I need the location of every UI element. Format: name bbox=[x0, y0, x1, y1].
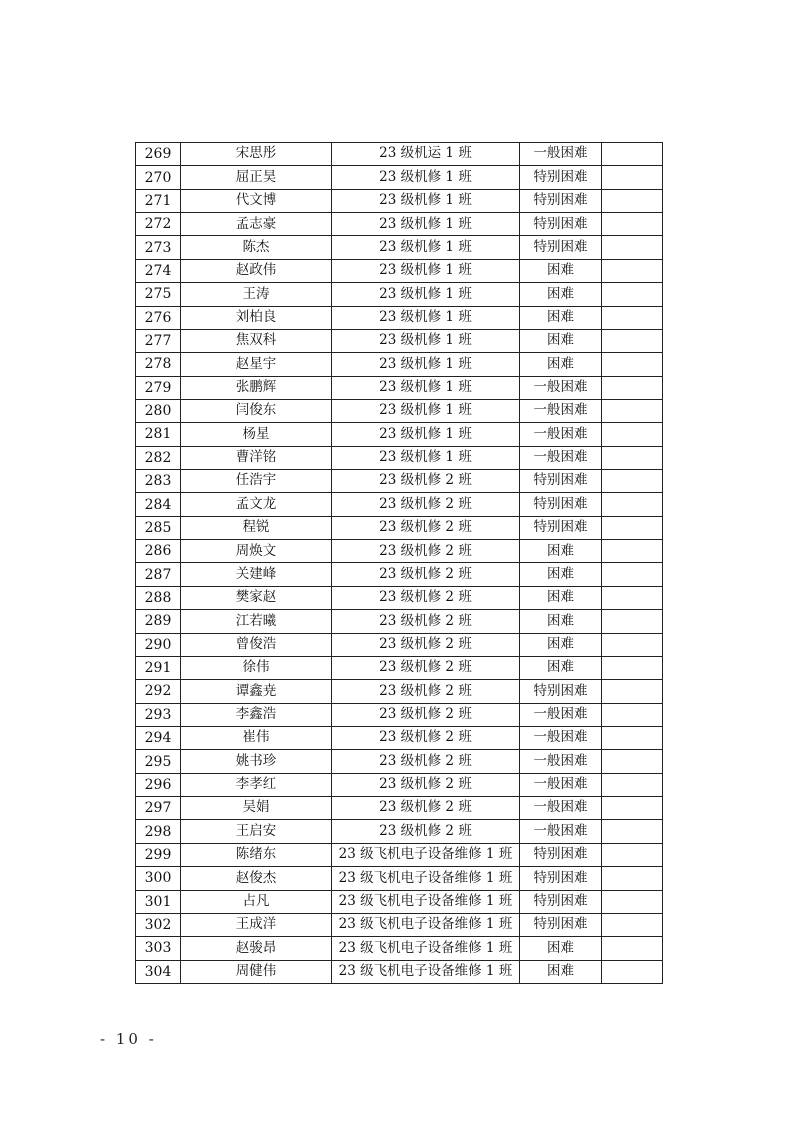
name-cell: 刘柏良 bbox=[181, 306, 332, 329]
difficulty-level-cell: 困难 bbox=[520, 259, 602, 282]
serial-number-cell: 277 bbox=[136, 329, 181, 352]
note-cell bbox=[602, 516, 663, 539]
note-cell bbox=[602, 937, 663, 960]
class-cell: 23 级飞机电子设备维修 1 班 bbox=[332, 867, 520, 890]
serial-number-cell: 295 bbox=[136, 750, 181, 773]
name-cell: 徐伟 bbox=[181, 656, 332, 679]
difficulty-level-cell: 特别困难 bbox=[520, 843, 602, 866]
name-cell: 樊家赵 bbox=[181, 586, 332, 609]
name-cell: 张鹏辉 bbox=[181, 376, 332, 399]
table-row bbox=[136, 867, 663, 890]
class-cell: 23 级机修 2 班 bbox=[332, 540, 520, 563]
serial-number-cell: 287 bbox=[136, 563, 181, 586]
table-row bbox=[136, 843, 663, 866]
serial-number-cell: 300 bbox=[136, 867, 181, 890]
note-cell bbox=[602, 329, 663, 352]
table-row bbox=[136, 563, 663, 586]
name-cell: 周焕文 bbox=[181, 540, 332, 563]
class-cell: 23 级机修 2 班 bbox=[332, 656, 520, 679]
note-cell bbox=[602, 843, 663, 866]
serial-number-cell: 292 bbox=[136, 680, 181, 703]
serial-number-cell: 303 bbox=[136, 937, 181, 960]
note-cell bbox=[602, 470, 663, 493]
name-cell: 李孝红 bbox=[181, 773, 332, 796]
note-cell bbox=[602, 423, 663, 446]
table-row bbox=[136, 516, 663, 539]
class-cell: 23 级机修 1 班 bbox=[332, 376, 520, 399]
class-cell: 23 级机修 2 班 bbox=[332, 586, 520, 609]
serial-number-cell: 273 bbox=[136, 236, 181, 259]
class-cell: 23 级机修 2 班 bbox=[332, 726, 520, 749]
difficulty-level-cell: 困难 bbox=[520, 540, 602, 563]
note-cell bbox=[602, 166, 663, 189]
student-roster-body bbox=[136, 143, 663, 984]
class-cell: 23 级机修 2 班 bbox=[332, 680, 520, 703]
name-cell: 占凡 bbox=[181, 890, 332, 913]
note-cell bbox=[602, 143, 663, 166]
name-cell: 屈正昊 bbox=[181, 166, 332, 189]
serial-number-cell: 272 bbox=[136, 213, 181, 236]
serial-number-cell: 276 bbox=[136, 306, 181, 329]
name-cell: 孟文龙 bbox=[181, 493, 332, 516]
serial-number-cell: 290 bbox=[136, 633, 181, 656]
difficulty-level-cell: 困难 bbox=[520, 633, 602, 656]
class-cell: 23 级飞机电子设备维修 1 班 bbox=[332, 890, 520, 913]
difficulty-level-cell: 一般困难 bbox=[520, 376, 602, 399]
note-cell bbox=[602, 960, 663, 983]
class-cell: 23 级机修 1 班 bbox=[332, 283, 520, 306]
name-cell: 赵骏昂 bbox=[181, 937, 332, 960]
class-cell: 23 级机修 1 班 bbox=[332, 213, 520, 236]
class-cell: 23 级机修 2 班 bbox=[332, 703, 520, 726]
table-row bbox=[136, 143, 663, 166]
serial-number-cell: 271 bbox=[136, 189, 181, 212]
name-cell: 陈绪东 bbox=[181, 843, 332, 866]
name-cell: 孟志豪 bbox=[181, 213, 332, 236]
difficulty-level-cell: 困难 bbox=[520, 353, 602, 376]
serial-number-cell: 279 bbox=[136, 376, 181, 399]
name-cell: 程锐 bbox=[181, 516, 332, 539]
difficulty-level-cell: 一般困难 bbox=[520, 143, 602, 166]
class-cell: 23 级机修 1 班 bbox=[332, 446, 520, 469]
class-cell: 23 级机修 2 班 bbox=[332, 750, 520, 773]
table-row bbox=[136, 213, 663, 236]
student-roster-table bbox=[135, 142, 663, 984]
difficulty-level-cell: 一般困难 bbox=[520, 820, 602, 843]
table-row bbox=[136, 283, 663, 306]
name-cell: 任浩宇 bbox=[181, 470, 332, 493]
name-cell: 曹洋铭 bbox=[181, 446, 332, 469]
serial-number-cell: 297 bbox=[136, 797, 181, 820]
name-cell: 闫俊东 bbox=[181, 399, 332, 422]
difficulty-level-cell: 一般困难 bbox=[520, 750, 602, 773]
note-cell bbox=[602, 446, 663, 469]
table-row bbox=[136, 446, 663, 469]
difficulty-level-cell: 困难 bbox=[520, 960, 602, 983]
difficulty-level-cell: 困难 bbox=[520, 656, 602, 679]
class-cell: 23 级飞机电子设备维修 1 班 bbox=[332, 843, 520, 866]
class-cell: 23 级机修 1 班 bbox=[332, 236, 520, 259]
difficulty-level-cell: 特别困难 bbox=[520, 236, 602, 259]
serial-number-cell: 278 bbox=[136, 353, 181, 376]
class-cell: 23 级机修 2 班 bbox=[332, 563, 520, 586]
table-row bbox=[136, 259, 663, 282]
note-cell bbox=[602, 890, 663, 913]
note-cell bbox=[602, 773, 663, 796]
table-row bbox=[136, 797, 663, 820]
difficulty-level-cell: 一般困难 bbox=[520, 423, 602, 446]
note-cell bbox=[602, 633, 663, 656]
table-row bbox=[136, 353, 663, 376]
difficulty-level-cell: 一般困难 bbox=[520, 797, 602, 820]
note-cell bbox=[602, 913, 663, 936]
serial-number-cell: 296 bbox=[136, 773, 181, 796]
name-cell: 陈杰 bbox=[181, 236, 332, 259]
difficulty-level-cell: 困难 bbox=[520, 329, 602, 352]
class-cell: 23 级机修 1 班 bbox=[332, 353, 520, 376]
difficulty-level-cell: 特别困难 bbox=[520, 189, 602, 212]
difficulty-level-cell: 困难 bbox=[520, 586, 602, 609]
difficulty-level-cell: 一般困难 bbox=[520, 703, 602, 726]
note-cell bbox=[602, 680, 663, 703]
table-row bbox=[136, 586, 663, 609]
table-row bbox=[136, 399, 663, 422]
name-cell: 赵政伟 bbox=[181, 259, 332, 282]
table-row bbox=[136, 820, 663, 843]
note-cell bbox=[602, 353, 663, 376]
difficulty-level-cell: 特别困难 bbox=[520, 166, 602, 189]
table-row bbox=[136, 189, 663, 212]
note-cell bbox=[602, 236, 663, 259]
name-cell: 江若曦 bbox=[181, 610, 332, 633]
serial-number-cell: 281 bbox=[136, 423, 181, 446]
table-row bbox=[136, 306, 663, 329]
difficulty-level-cell: 一般困难 bbox=[520, 726, 602, 749]
difficulty-level-cell: 一般困难 bbox=[520, 399, 602, 422]
note-cell bbox=[602, 493, 663, 516]
table-row bbox=[136, 890, 663, 913]
serial-number-cell: 274 bbox=[136, 259, 181, 282]
note-cell bbox=[602, 610, 663, 633]
name-cell: 代文博 bbox=[181, 189, 332, 212]
note-cell bbox=[602, 563, 663, 586]
table-row bbox=[136, 470, 663, 493]
note-cell bbox=[602, 283, 663, 306]
note-cell bbox=[602, 867, 663, 890]
name-cell: 赵星宇 bbox=[181, 353, 332, 376]
class-cell: 23 级机修 1 班 bbox=[332, 189, 520, 212]
name-cell: 姚书珍 bbox=[181, 750, 332, 773]
table-row bbox=[136, 750, 663, 773]
difficulty-level-cell: 一般困难 bbox=[520, 773, 602, 796]
class-cell: 23 级机修 1 班 bbox=[332, 329, 520, 352]
name-cell: 李鑫浩 bbox=[181, 703, 332, 726]
table-row bbox=[136, 610, 663, 633]
table-row bbox=[136, 376, 663, 399]
note-cell bbox=[602, 376, 663, 399]
table-row bbox=[136, 540, 663, 563]
name-cell: 谭鑫尭 bbox=[181, 680, 332, 703]
page-number: - 10 - bbox=[100, 1030, 157, 1048]
difficulty-level-cell: 特别困难 bbox=[520, 867, 602, 890]
note-cell bbox=[602, 259, 663, 282]
name-cell: 吴娟 bbox=[181, 797, 332, 820]
table-row bbox=[136, 726, 663, 749]
name-cell: 王成洋 bbox=[181, 913, 332, 936]
serial-number-cell: 293 bbox=[136, 703, 181, 726]
note-cell bbox=[602, 750, 663, 773]
serial-number-cell: 280 bbox=[136, 399, 181, 422]
table-row bbox=[136, 656, 663, 679]
table-row bbox=[136, 329, 663, 352]
name-cell: 宋思彤 bbox=[181, 143, 332, 166]
table-row bbox=[136, 937, 663, 960]
class-cell: 23 级机修 2 班 bbox=[332, 773, 520, 796]
difficulty-level-cell: 困难 bbox=[520, 610, 602, 633]
difficulty-level-cell: 特别困难 bbox=[520, 680, 602, 703]
note-cell bbox=[602, 726, 663, 749]
class-cell: 23 级机修 2 班 bbox=[332, 633, 520, 656]
name-cell: 杨星 bbox=[181, 423, 332, 446]
serial-number-cell: 288 bbox=[136, 586, 181, 609]
serial-number-cell: 302 bbox=[136, 913, 181, 936]
serial-number-cell: 282 bbox=[136, 446, 181, 469]
class-cell: 23 级机修 1 班 bbox=[332, 259, 520, 282]
note-cell bbox=[602, 656, 663, 679]
class-cell: 23 级机修 1 班 bbox=[332, 423, 520, 446]
serial-number-cell: 275 bbox=[136, 283, 181, 306]
serial-number-cell: 304 bbox=[136, 960, 181, 983]
class-cell: 23 级飞机电子设备维修 1 班 bbox=[332, 960, 520, 983]
class-cell: 23 级机修 2 班 bbox=[332, 470, 520, 493]
difficulty-level-cell: 特别困难 bbox=[520, 470, 602, 493]
class-cell: 23 级机修 1 班 bbox=[332, 399, 520, 422]
table-row bbox=[136, 633, 663, 656]
name-cell: 焦双科 bbox=[181, 329, 332, 352]
class-cell: 23 级飞机电子设备维修 1 班 bbox=[332, 913, 520, 936]
class-cell: 23 级机修 1 班 bbox=[332, 166, 520, 189]
table-row bbox=[136, 680, 663, 703]
name-cell: 周健伟 bbox=[181, 960, 332, 983]
difficulty-level-cell: 困难 bbox=[520, 563, 602, 586]
serial-number-cell: 269 bbox=[136, 143, 181, 166]
serial-number-cell: 284 bbox=[136, 493, 181, 516]
table-row bbox=[136, 960, 663, 983]
class-cell: 23 级机运 1 班 bbox=[332, 143, 520, 166]
note-cell bbox=[602, 213, 663, 236]
name-cell: 王涛 bbox=[181, 283, 332, 306]
difficulty-level-cell: 困难 bbox=[520, 283, 602, 306]
serial-number-cell: 301 bbox=[136, 890, 181, 913]
difficulty-level-cell: 困难 bbox=[520, 937, 602, 960]
class-cell: 23 级机修 1 班 bbox=[332, 306, 520, 329]
table-row bbox=[136, 423, 663, 446]
note-cell bbox=[602, 540, 663, 563]
note-cell bbox=[602, 703, 663, 726]
difficulty-level-cell: 特别困难 bbox=[520, 516, 602, 539]
table-row bbox=[136, 236, 663, 259]
serial-number-cell: 289 bbox=[136, 610, 181, 633]
name-cell: 王启安 bbox=[181, 820, 332, 843]
note-cell bbox=[602, 797, 663, 820]
class-cell: 23 级飞机电子设备维修 1 班 bbox=[332, 937, 520, 960]
class-cell: 23 级机修 2 班 bbox=[332, 493, 520, 516]
serial-number-cell: 285 bbox=[136, 516, 181, 539]
name-cell: 关建峰 bbox=[181, 563, 332, 586]
name-cell: 赵俊杰 bbox=[181, 867, 332, 890]
serial-number-cell: 299 bbox=[136, 843, 181, 866]
serial-number-cell: 286 bbox=[136, 540, 181, 563]
serial-number-cell: 291 bbox=[136, 656, 181, 679]
table-row bbox=[136, 493, 663, 516]
serial-number-cell: 283 bbox=[136, 470, 181, 493]
table-row bbox=[136, 913, 663, 936]
serial-number-cell: 298 bbox=[136, 820, 181, 843]
note-cell bbox=[602, 306, 663, 329]
note-cell bbox=[602, 399, 663, 422]
class-cell: 23 级机修 2 班 bbox=[332, 610, 520, 633]
note-cell bbox=[602, 820, 663, 843]
difficulty-level-cell: 特别困难 bbox=[520, 913, 602, 936]
serial-number-cell: 270 bbox=[136, 166, 181, 189]
difficulty-level-cell: 特别困难 bbox=[520, 493, 602, 516]
difficulty-level-cell: 特别困难 bbox=[520, 890, 602, 913]
note-cell bbox=[602, 189, 663, 212]
table-row bbox=[136, 773, 663, 796]
difficulty-level-cell: 特别困难 bbox=[520, 213, 602, 236]
class-cell: 23 级机修 2 班 bbox=[332, 516, 520, 539]
note-cell bbox=[602, 586, 663, 609]
class-cell: 23 级机修 2 班 bbox=[332, 820, 520, 843]
difficulty-level-cell: 一般困难 bbox=[520, 446, 602, 469]
table-row bbox=[136, 166, 663, 189]
class-cell: 23 级机修 2 班 bbox=[332, 797, 520, 820]
serial-number-cell: 294 bbox=[136, 726, 181, 749]
name-cell: 曾俊浩 bbox=[181, 633, 332, 656]
table-row bbox=[136, 703, 663, 726]
name-cell: 崔伟 bbox=[181, 726, 332, 749]
difficulty-level-cell: 困难 bbox=[520, 306, 602, 329]
